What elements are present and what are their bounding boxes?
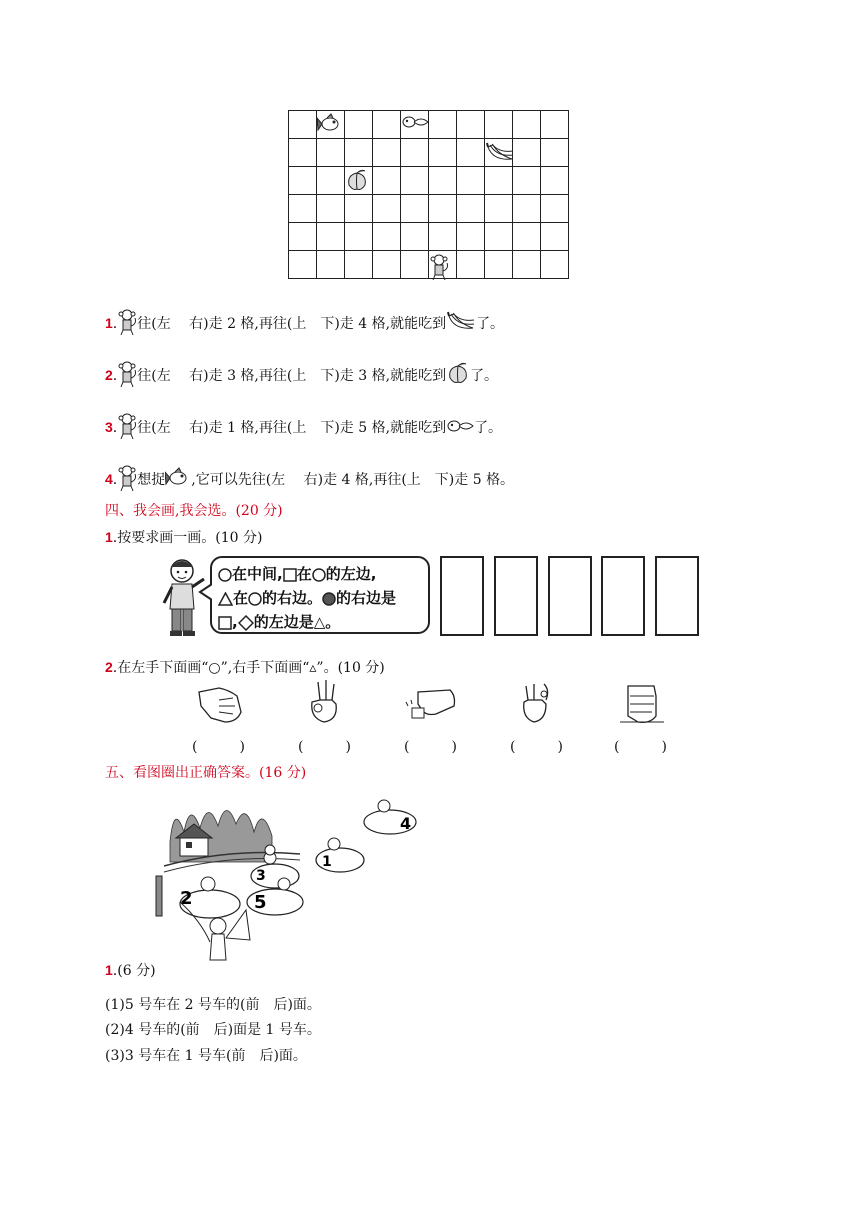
car-number-1: 1 [322, 854, 332, 870]
grid-cell [317, 223, 345, 251]
grid-cell [289, 139, 317, 167]
goldfish-icon [317, 113, 343, 139]
car-number-3: 3 [256, 868, 266, 884]
circle-icon [248, 592, 262, 606]
sub-question-1: (1)5 号车在 2 号车的(前 后)面。 [105, 997, 321, 1013]
question-3-3 [105, 412, 502, 444]
grid-cell [373, 167, 401, 195]
grid-row [289, 111, 569, 139]
peach-icon [446, 362, 470, 390]
question-text: 往(左 右)走 3 格,再往(上 下)走 3 格,就能吃到 [137, 368, 447, 384]
circle-icon [312, 568, 326, 582]
question-text: 往(左 右)走 1 格,再往(上 下)走 5 格,就能吃到 [137, 420, 447, 436]
grid-cell [317, 195, 345, 223]
question-4-1: 1.按要求画一画。(10 分) [105, 529, 263, 546]
monkey-icon [429, 253, 449, 285]
grid-cell [317, 251, 345, 279]
ok-hand-icon [304, 678, 344, 726]
grid-cell [345, 111, 373, 139]
question-number: 2 [105, 367, 113, 383]
question-number: 4 [105, 471, 113, 487]
sub-question-3: (3)3 号车在 1 号车(前 后)面。 [105, 1048, 307, 1064]
grid-cell [345, 167, 373, 195]
grid-cell [317, 167, 345, 195]
section-4-title: 四、我会画,我会选。(20 分) [105, 503, 283, 519]
grid-cell [345, 223, 373, 251]
grid-row [289, 251, 569, 279]
sub-question-2: (2)4 号车的(前 后)面是 1 号车。 [105, 1022, 321, 1038]
grid-cell [485, 111, 513, 139]
section-5-title: 五、看图圈出正确答案。(16 分) [105, 765, 307, 781]
peach-icon [345, 169, 369, 197]
grid-row [289, 139, 569, 167]
tadpole-icon [401, 113, 429, 135]
grid-cell [373, 251, 401, 279]
grid-cell [429, 223, 457, 251]
grid-cell [541, 195, 569, 223]
grid-cell [345, 195, 373, 223]
monkey-icon [117, 360, 137, 392]
tadpole-icon [446, 417, 474, 439]
grid-cell [485, 251, 513, 279]
car-number-5: 5 [254, 892, 267, 913]
banana-icon [446, 310, 476, 338]
grid-cell [401, 195, 429, 223]
square-icon [283, 568, 297, 582]
grid-cell [513, 195, 541, 223]
question-dot: . [112, 472, 118, 488]
question-3-1 [105, 308, 504, 340]
speech-bubble: 在中间, 在 的左边, 在 的右边。 的右边是 , 的左边是△。 [210, 556, 430, 634]
grid-cell [289, 195, 317, 223]
grid-cell [541, 167, 569, 195]
grid-cell [429, 139, 457, 167]
question-5-1: 1.(6 分) [105, 962, 156, 979]
grid-cell [485, 195, 513, 223]
grid-cell [401, 111, 429, 139]
open-hand-icon [197, 682, 243, 726]
answer-box-1[interactable] [440, 556, 484, 636]
grid-cell [541, 251, 569, 279]
grid-cell [513, 251, 541, 279]
question-dot: . [112, 420, 118, 436]
grid-cell [457, 223, 485, 251]
answer-paren-5[interactable]: ( ) [614, 739, 667, 755]
question-text-end: 了。 [474, 420, 503, 436]
question-text-end: 了。 [470, 368, 499, 384]
grid-cell [345, 139, 373, 167]
grid-cell [513, 139, 541, 167]
filled-circle-icon [322, 592, 336, 606]
question-4-2: 2.在左手下面画“○”,右手下面画“▵”。(10 分) [105, 659, 385, 676]
grid-cell [513, 223, 541, 251]
grid-cell [401, 139, 429, 167]
pinch-hand-icon [516, 680, 556, 726]
question-text: 往(左 右)走 2 格,再往(上 下)走 4 格,就能吃到 [137, 316, 447, 332]
question-text-end: 了。 [476, 316, 505, 332]
car-number-4: 4 [400, 814, 412, 833]
question-number: 1 [105, 315, 113, 331]
grid-cell [429, 251, 457, 279]
race-cars-illustration [150, 792, 430, 972]
answer-box-5[interactable] [655, 556, 699, 636]
grid-cell [457, 251, 485, 279]
grid-cell [457, 195, 485, 223]
monkey-icon [117, 412, 137, 444]
triangle-icon [218, 592, 233, 606]
hand-pressing-button-icon [402, 686, 458, 726]
grid-cell [373, 223, 401, 251]
car-number-2: 2 [180, 888, 193, 909]
grid-cell [289, 167, 317, 195]
grid-row [289, 223, 569, 251]
grid-cell [429, 167, 457, 195]
grid-cell [345, 251, 373, 279]
grid-cell [317, 111, 345, 139]
grid-cell [401, 167, 429, 195]
question-dot: . [112, 316, 118, 332]
grid-cell [373, 195, 401, 223]
banana-icon [485, 141, 515, 169]
question-3-4 [105, 464, 514, 496]
question-dot: . [112, 368, 118, 384]
goldfish-icon [165, 467, 191, 493]
grid-cell [289, 251, 317, 279]
answer-paren-2[interactable]: ( ) [298, 739, 351, 755]
grid-cell [541, 111, 569, 139]
question-number: 3 [105, 419, 113, 435]
monkey-icon [117, 464, 137, 496]
grid-cell [513, 111, 541, 139]
grid-row [289, 167, 569, 195]
grid-cell [373, 139, 401, 167]
answer-box-2[interactable] [494, 556, 538, 636]
answer-box-3[interactable] [548, 556, 592, 636]
monkey-icon [117, 308, 137, 340]
position-grid [288, 110, 569, 279]
answer-paren-4[interactable]: ( ) [510, 739, 563, 755]
square-icon [218, 616, 232, 630]
answer-box-4[interactable] [601, 556, 645, 636]
diamond-icon [238, 615, 254, 631]
grid-cell [429, 111, 457, 139]
fist-hand-icon [620, 682, 664, 726]
question-3-2 [105, 360, 498, 392]
question-text-end: ,它可以先往(左 右)走 4 格,再往(上 下)走 5 格。 [191, 472, 515, 488]
answer-paren-1[interactable]: ( ) [192, 739, 245, 755]
grid-cell [485, 223, 513, 251]
grid-cell [457, 139, 485, 167]
question-text: 想捉 [137, 472, 166, 488]
grid-cell [541, 223, 569, 251]
grid-cell [289, 223, 317, 251]
grid-cell [541, 139, 569, 167]
grid-row [289, 195, 569, 223]
grid-cell [485, 167, 513, 195]
grid-cell [457, 167, 485, 195]
grid-cell [457, 111, 485, 139]
grid-cell [401, 223, 429, 251]
answer-paren-3[interactable]: ( ) [404, 739, 457, 755]
grid-cell [373, 111, 401, 139]
grid-cell [317, 139, 345, 167]
grid-cell [401, 251, 429, 279]
speech-tail [198, 582, 212, 602]
circle-icon [218, 568, 232, 582]
grid-cell [513, 167, 541, 195]
grid-cell [289, 111, 317, 139]
grid-cell [429, 195, 457, 223]
grid-cell [485, 139, 513, 167]
